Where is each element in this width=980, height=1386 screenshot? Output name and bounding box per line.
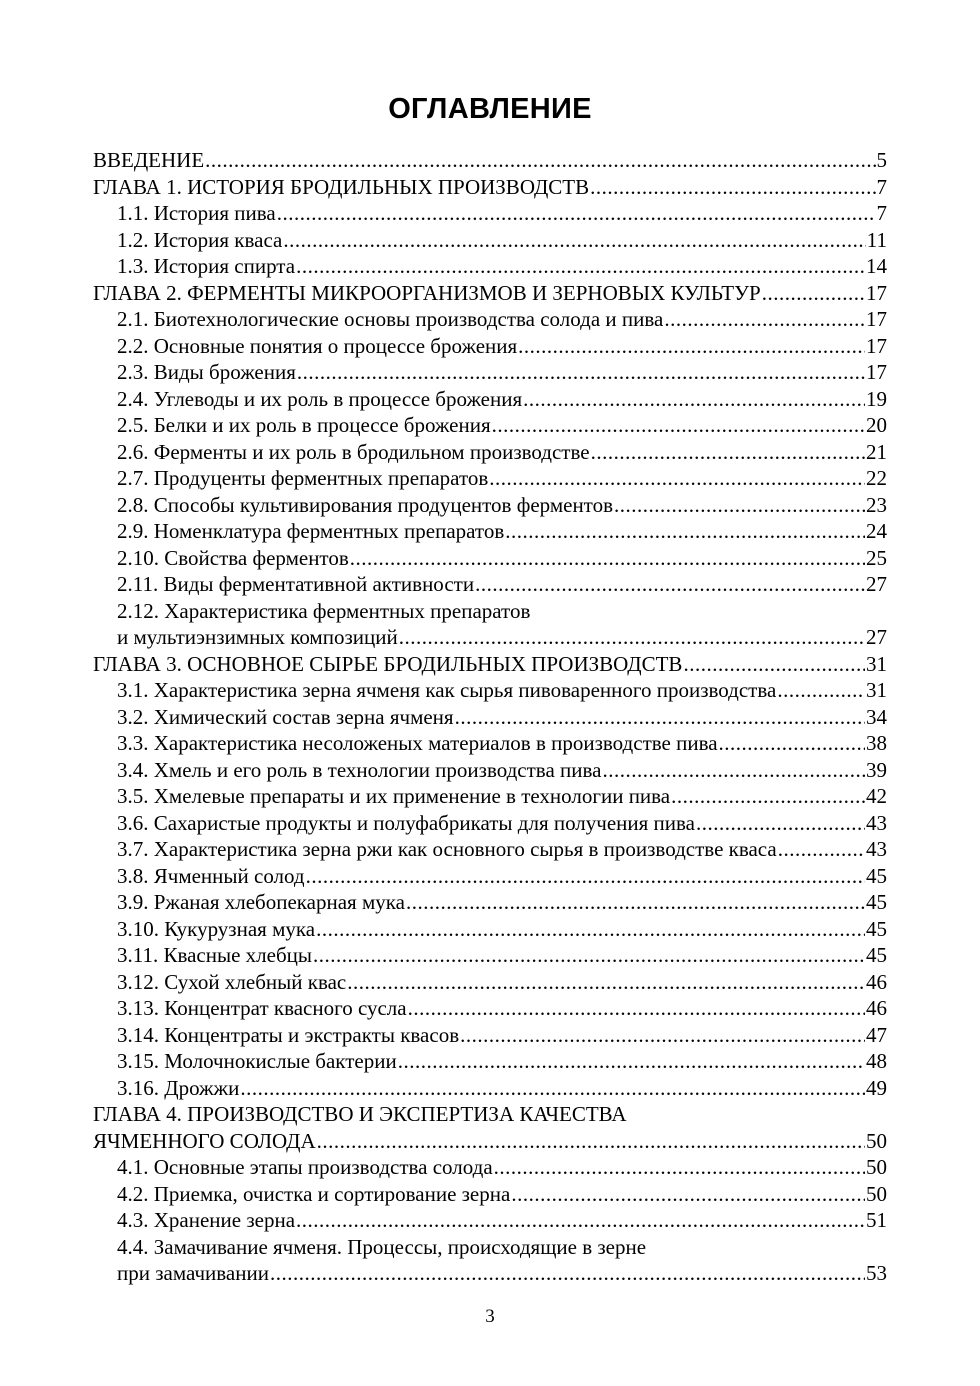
toc-dot-leader [683, 651, 865, 678]
toc-dot-leader [590, 174, 875, 201]
toc-entry-label: 3.11. Квасные хлебцы [117, 943, 313, 967]
toc-dot-leader [475, 571, 865, 598]
toc-dot-leader [489, 465, 865, 492]
toc-entry-page: 24 [866, 519, 887, 543]
toc-entry-label: 3.8. Ячменный солод [117, 863, 305, 888]
toc-dot-leader [455, 704, 865, 731]
toc-entry-label: 3.2. Химический состав зерна ячменя [117, 704, 454, 729]
toc-chapter-entry [93, 651, 887, 678]
toc-section-entry [93, 200, 887, 227]
toc-section-entry [93, 1048, 887, 1075]
toc-entry-label: 4.3. Хранение зерна [117, 1208, 296, 1232]
toc-dot-leader [313, 942, 865, 969]
toc-dot-leader [518, 333, 865, 360]
toc-dot-leader [283, 227, 865, 254]
toc-entry-page: 17 [866, 280, 887, 305]
toc-entry-page: 53 [866, 1261, 887, 1285]
toc-entry-page: 38 [866, 731, 887, 755]
toc-entry-label: 3.13. Концентрат квасного сусла [117, 996, 407, 1020]
toc-section-entry [93, 598, 887, 625]
toc-entry-label: 4.4. Замачивание ячменя. Процессы, происходящие в зерне [117, 1234, 647, 1259]
toc-section-entry [93, 1075, 887, 1102]
toc-entry-label: 2.11. Виды ферментативной активности [117, 572, 475, 596]
toc-entry-label: 3.15. Молочнокислые бактерии [117, 1049, 397, 1073]
toc-dot-leader [399, 624, 865, 651]
toc-entry-page: 31 [866, 651, 887, 676]
toc-entry-page: 17 [866, 307, 887, 331]
toc-dot-leader [696, 810, 865, 837]
toc-entry-label: 3.5. Хмелевые препараты и их применение в технологии пива [117, 784, 671, 808]
toc-entry-label: ЯЧМЕННОГО СОЛОДА [93, 1128, 316, 1153]
toc-entry-page: 45 [866, 943, 887, 967]
toc-entry-label: 3.12. Сухой хлебный квас [117, 969, 347, 994]
toc-dot-leader [347, 969, 865, 996]
toc-entry-page: 7 [876, 174, 887, 199]
toc-section-entry [93, 916, 887, 943]
toc-section-entry [93, 518, 887, 545]
toc-chapter-entry [93, 1128, 887, 1155]
toc-entry-page: 27 [866, 572, 887, 596]
toc-section-entry [93, 730, 887, 757]
toc-entry-label: 1.1. История пива [117, 201, 276, 225]
toc-dot-leader [296, 253, 865, 280]
toc-dot-leader [306, 863, 865, 890]
toc-section-entry [93, 1234, 887, 1261]
toc-dot-leader [297, 359, 865, 386]
toc-entry-page: 50 [866, 1128, 887, 1153]
toc-entry-page: 43 [866, 837, 887, 861]
toc-entry-page: 34 [866, 704, 887, 729]
toc-section-entry [93, 624, 887, 651]
toc-entry-label: 3.9. Ржаная хлебопекарная мука [117, 890, 405, 914]
toc-dot-leader [205, 147, 875, 174]
toc-section-entry [93, 783, 887, 810]
toc-entry-page: 27 [866, 625, 887, 649]
toc-entry-label: 2.7. Продуценты ферментных препаратов [117, 466, 489, 490]
toc-section-entry [93, 253, 887, 280]
toc-entry-page: 17 [866, 360, 887, 384]
toc-dot-leader [762, 280, 865, 307]
toc-entry-page: 45 [866, 916, 887, 941]
toc-dot-leader [505, 518, 865, 545]
toc-entry-page: 43 [866, 810, 887, 835]
toc-entry-label: ГЛАВА 2. ФЕРМЕНТЫ МИКРООРГАНИЗМОВ И ЗЕРНОВЫХ КУЛЬТУР [93, 280, 761, 305]
toc-section-entry [93, 995, 887, 1022]
toc-dot-leader [777, 677, 865, 704]
toc-entry-label: 2.4. Углеводы и их роль в процессе брожения [117, 386, 523, 411]
toc-entry-label: 3.10. Кукурузная мука [117, 916, 316, 941]
toc-entry-label: 2.6. Ферменты и их роль в бродильном производстве [117, 439, 590, 464]
toc-dot-leader [719, 730, 865, 757]
toc-dot-leader [778, 836, 865, 863]
toc-dot-leader [614, 492, 865, 519]
toc-dot-leader [398, 1048, 865, 1075]
toc-entry-page: 46 [866, 969, 887, 994]
toc-entry-label: ВВЕДЕНИЕ [93, 148, 205, 172]
toc-dot-leader [270, 1260, 865, 1287]
toc-section-entry [93, 306, 887, 333]
toc-dot-leader [511, 1181, 865, 1208]
toc-dot-leader [523, 386, 865, 413]
toc-entry-page: 14 [866, 254, 887, 278]
toc-dot-leader [664, 306, 865, 333]
toc-section-entry [93, 1260, 887, 1287]
toc-entry-label: 2.10. Свойства ферментов [117, 545, 349, 570]
toc-entry-label: 3.6. Сахаристые продукты и полуфабрикаты для получения пива [117, 810, 695, 835]
toc-entry-label: 4.2. Приемка, очистка и сортирование зерна [117, 1181, 511, 1206]
toc-entry-page: 11 [866, 227, 887, 252]
toc-entry-page: 21 [866, 439, 887, 464]
toc-dot-leader [602, 757, 865, 784]
toc-entry-page: 31 [866, 678, 887, 702]
toc-entry-page: 5 [876, 148, 887, 172]
toc-entry-label: при замачивании [117, 1261, 269, 1285]
toc-section-entry [93, 1022, 887, 1049]
toc-dot-leader [492, 412, 865, 439]
toc-section-entry [93, 757, 887, 784]
toc-section-entry [93, 333, 887, 360]
toc-entry-page: 22 [866, 466, 887, 490]
toc-entry-page: 48 [866, 1049, 887, 1073]
toc-dot-leader [671, 783, 865, 810]
toc-entry-label: 3.3. Характеристика несоложеных материалов в производстве пива [117, 731, 718, 755]
toc-dot-leader [591, 439, 865, 466]
toc-entry-page: 50 [866, 1181, 887, 1206]
toc-dot-leader [406, 889, 865, 916]
toc-section-entry [93, 810, 887, 837]
toc-entry-label: 2.5. Белки и их роль в процессе брожения [117, 413, 491, 437]
toc-section-entry [93, 889, 887, 916]
toc-entry-page: 7 [876, 201, 887, 225]
toc-section-entry [93, 969, 887, 996]
table-of-contents [93, 147, 887, 1287]
toc-dot-leader [460, 1022, 865, 1049]
toc-chapter-entry [93, 1101, 887, 1128]
toc-dot-leader [296, 1207, 865, 1234]
toc-section-entry [93, 1207, 887, 1234]
toc-chapter-entry [93, 147, 887, 174]
toc-entry-label: 3.7. Характеристика зерна ржи как основного сырья в производстве кваса [117, 837, 777, 861]
toc-entry-label: 2.3. Виды брожения [117, 360, 296, 384]
toc-section-entry [93, 359, 887, 386]
toc-entry-label: 3.14. Концентраты и экстракты квасов [117, 1022, 460, 1047]
toc-section-entry [93, 836, 887, 863]
toc-entry-page: 46 [866, 996, 887, 1020]
toc-section-entry [93, 1154, 887, 1181]
toc-entry-label: ГЛАВА 3. ОСНОВНОЕ СЫРЬЕ БРОДИЛЬНЫХ ПРОИЗВОДСТВ [93, 651, 683, 676]
toc-entry-page: 50 [866, 1155, 887, 1179]
toc-dot-leader [494, 1154, 865, 1181]
toc-section-entry [93, 227, 887, 254]
toc-section-entry [93, 412, 887, 439]
toc-entry-label: 2.12. Характеристика ферментных препаратов [117, 598, 531, 623]
toc-entry-page: 42 [866, 784, 887, 808]
toc-entry-page: 20 [866, 413, 887, 437]
toc-entry-page: 49 [866, 1075, 887, 1100]
toc-entry-label: 1.2. История кваса [117, 227, 283, 252]
toc-chapter-entry [93, 280, 887, 307]
toc-section-entry [93, 545, 887, 572]
toc-entry-page: 51 [866, 1208, 887, 1232]
page-number: 3 [485, 1306, 495, 1327]
toc-section-entry [93, 677, 887, 704]
toc-section-entry [93, 465, 887, 492]
toc-entry-label: 2.9. Номенклатура ферментных препаратов [117, 519, 505, 543]
toc-entry-label: 3.4. Хмель и его роль в технологии производства пива [117, 757, 602, 782]
toc-section-entry [93, 439, 887, 466]
toc-chapter-entry [93, 174, 887, 201]
toc-dot-leader [317, 1128, 865, 1155]
toc-section-entry [93, 704, 887, 731]
toc-entry-label: 4.1. Основные этапы производства солода [117, 1155, 493, 1179]
toc-entry-label: 2.2. Основные понятия о процессе брожения [117, 333, 518, 358]
toc-entry-page: 45 [866, 863, 887, 888]
toc-dot-leader [350, 545, 865, 572]
toc-section-entry [93, 1181, 887, 1208]
toc-entry-page: 19 [866, 386, 887, 411]
toc-entry-label: 2.1. Биотехнологические основы производства солода и пива [117, 307, 664, 331]
toc-section-entry [93, 942, 887, 969]
toc-entry-label: 1.3. История спирта [117, 254, 296, 278]
toc-entry-label: и мультиэнзимных композиций [117, 625, 398, 649]
toc-entry-page: 45 [866, 890, 887, 914]
page-title: ОГЛАВЛЕНИЕ [388, 93, 592, 125]
toc-entry-label: 3.16. Дрожжи [117, 1075, 240, 1100]
toc-dot-leader [408, 995, 865, 1022]
toc-entry-label: ГЛАВА 4. ПРОИЗВОДСТВО И ЭКСПЕРТИЗА КАЧЕСТВА [93, 1102, 627, 1126]
toc-entry-label: ГЛАВА 1. ИСТОРИЯ БРОДИЛЬНЫХ ПРОИЗВОДСТВ [93, 174, 590, 199]
toc-entry-page: 17 [866, 333, 887, 358]
toc-section-entry [93, 863, 887, 890]
toc-dot-leader [240, 1075, 865, 1102]
toc-entry-page: 47 [866, 1022, 887, 1047]
toc-section-entry [93, 571, 887, 598]
toc-entry-label: 2.8. Способы культивирования продуцентов ферментов [117, 492, 613, 517]
toc-section-entry [93, 492, 887, 519]
toc-entry-label: 3.1. Характеристика зерна ячменя как сырья пивоваренного производства [117, 678, 777, 702]
toc-section-entry [93, 386, 887, 413]
toc-dot-leader [316, 916, 865, 943]
toc-entry-page: 25 [866, 545, 887, 570]
toc-dot-leader [277, 200, 876, 227]
toc-entry-page: 39 [866, 757, 887, 782]
toc-entry-page: 23 [866, 492, 887, 517]
